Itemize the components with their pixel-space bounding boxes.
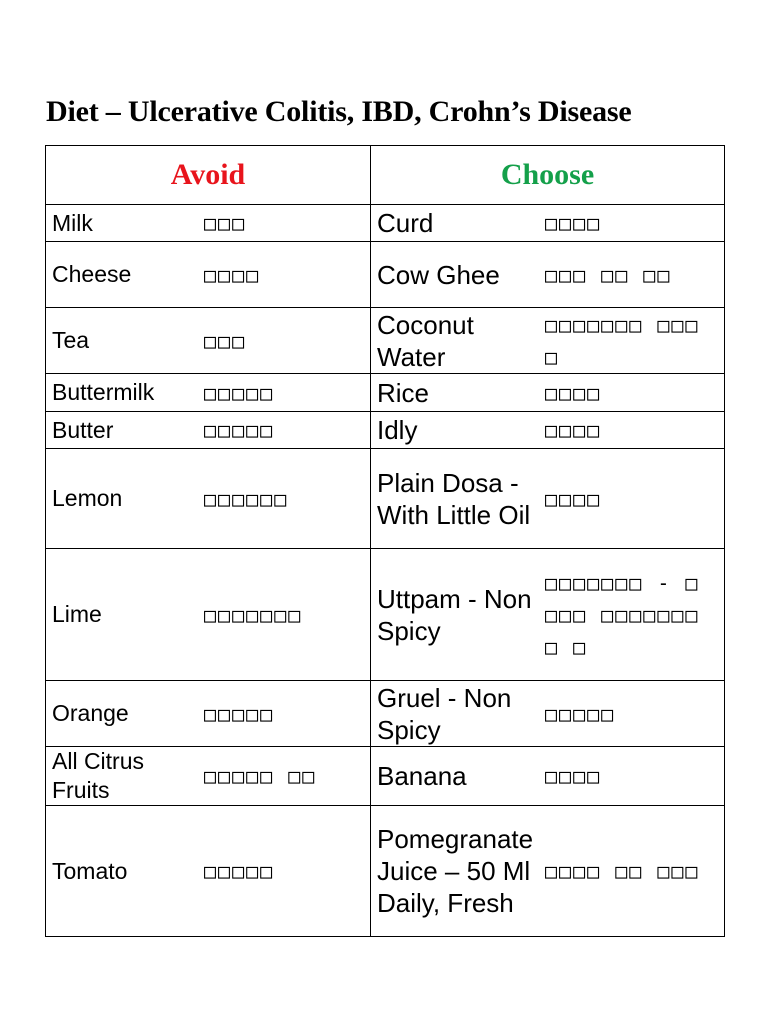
table-header-row: [46, 146, 725, 205]
avoid-cell: [46, 747, 371, 806]
avoid-cell: [46, 449, 371, 549]
choose-header: Choose: [371, 146, 725, 205]
choose-item: Cow Ghee: [377, 259, 500, 290]
avoid-item-local: □□□□□ □□: [204, 764, 317, 788]
avoid-item-local: □□□□: [204, 262, 261, 287]
choose-item: Banana: [377, 761, 467, 791]
table-row: [46, 374, 725, 412]
choose-item-local: □□□□□□□ - □□□□ □□□□□□□□ □: [545, 570, 700, 659]
choose-item: Idly: [377, 415, 418, 445]
diet-table: [45, 145, 725, 937]
table-row: [46, 308, 725, 374]
table-row: [46, 205, 725, 242]
avoid-item: Orange: [52, 700, 129, 726]
avoid-item-local: □□□: [204, 328, 247, 353]
choose-cell: [371, 747, 725, 806]
table-row: [46, 242, 725, 308]
choose-item: Curd: [377, 208, 434, 238]
choose-item: Rice: [377, 377, 430, 408]
table-row: [46, 412, 725, 449]
avoid-item: Tea: [52, 327, 90, 353]
avoid-cell: [46, 806, 371, 937]
choose-cell: [371, 308, 725, 374]
avoid-cell: [46, 242, 371, 308]
choose-item-local: □□□□: [545, 418, 602, 442]
avoid-item: Tomato: [52, 857, 128, 884]
avoid-item-local: □□□□□: [204, 418, 275, 442]
avoid-item: Butter: [52, 416, 114, 443]
avoid-item: Buttermilk: [52, 379, 155, 405]
choose-item: Pomegranate Juice – 50 Ml Daily, Fresh: [377, 824, 534, 918]
choose-cell: [371, 242, 725, 308]
document-title: Diet – Ulcerative Colitis, IBD, Crohn’s Disease: [46, 95, 632, 128]
avoid-cell: [46, 308, 371, 374]
table-row: [46, 549, 725, 681]
choose-item-local: □□□□□□□ □□□□: [545, 312, 700, 369]
choose-item-local: □□□□: [545, 486, 602, 511]
choose-item-local: □□□□: [545, 380, 602, 405]
avoid-item: Milk: [52, 209, 93, 236]
avoid-item: Lime: [52, 601, 102, 627]
choose-item: Uttpam - Non Spicy: [377, 583, 532, 646]
avoid-item-local: □□□□□□□: [204, 602, 303, 627]
avoid-cell: [46, 205, 371, 242]
avoid-cell: [46, 681, 371, 747]
avoid-item: Cheese: [52, 261, 132, 287]
choose-item-local: □□□□: [545, 211, 602, 235]
choose-cell: [371, 681, 725, 747]
choose-item: Coconut Water: [377, 309, 474, 372]
avoid-item: Lemon: [52, 485, 123, 511]
avoid-item: All Citrus Fruits: [52, 748, 145, 803]
choose-item: Plain Dosa - With Little Oil: [377, 467, 531, 530]
choose-item-local: □□□□□: [545, 701, 616, 726]
avoid-cell: [46, 374, 371, 412]
choose-item-local: □□□□ □□ □□□: [545, 859, 700, 883]
choose-cell: [371, 374, 725, 412]
choose-cell: [371, 412, 725, 449]
choose-item-local: □□□ □□ □□: [545, 262, 672, 287]
choose-cell: [371, 806, 725, 937]
choose-cell: [371, 205, 725, 242]
choose-cell: [371, 549, 725, 681]
table-row: [46, 681, 725, 747]
choose-cell: [371, 449, 725, 549]
avoid-item-local: □□□: [204, 211, 247, 235]
avoid-item-local: □□□□□: [204, 701, 275, 726]
table-row: [46, 806, 725, 937]
avoid-item-local: □□□□□: [204, 859, 275, 883]
choose-item-local: □□□□: [545, 764, 602, 788]
avoid-item-local: □□□□□□: [204, 486, 289, 511]
avoid-cell: [46, 412, 371, 449]
table-row: [46, 747, 725, 806]
table-row: [46, 449, 725, 549]
avoid-cell: [46, 549, 371, 681]
avoid-header: Avoid: [46, 146, 371, 205]
choose-item: Gruel - Non Spicy: [377, 682, 512, 745]
avoid-item-local: □□□□□: [204, 380, 275, 405]
